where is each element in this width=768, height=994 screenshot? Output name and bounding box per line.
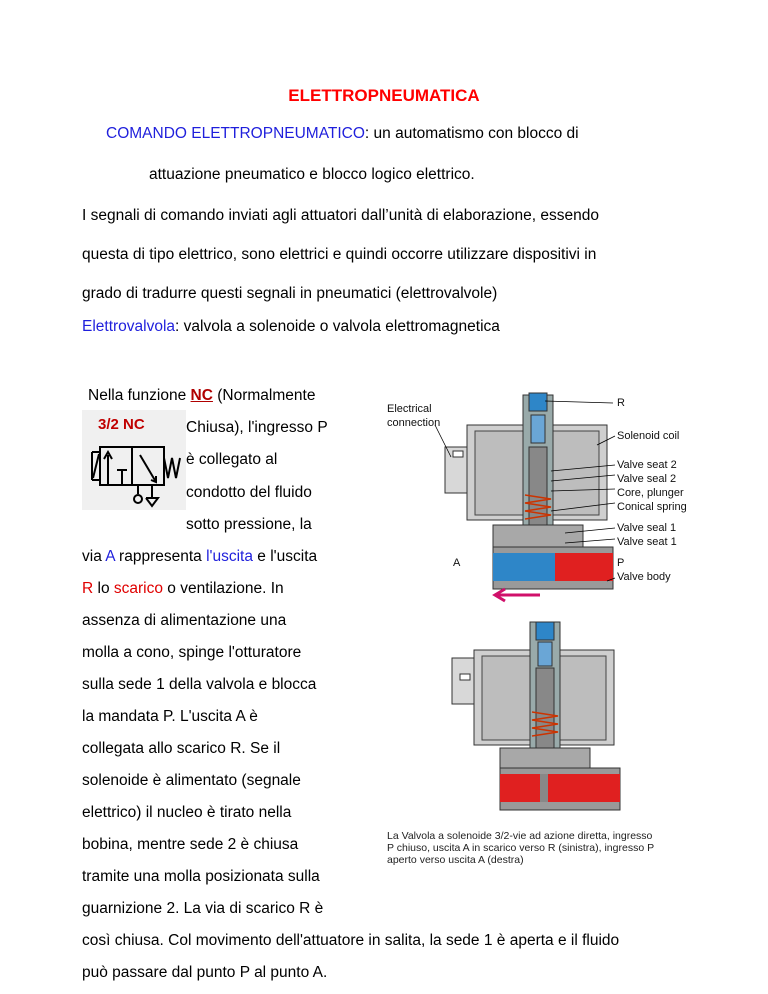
plunger (529, 447, 547, 527)
nc-line-l: collegata allo scarico R. Se il (82, 740, 281, 757)
nc-line-o: bobina, mentre sede 2 è chiusa (82, 836, 299, 853)
label-connection: connection (387, 417, 441, 429)
nc-line-n: elettrico) il nucleo è tirato nella (82, 804, 292, 821)
nc-line-b: Chiusa), l'ingresso P (186, 419, 328, 436)
caption-line-1: La Valvola a solenoide 3/2-vie ad azione diretta, ingresso (387, 830, 653, 842)
nc-term: NC (190, 387, 213, 404)
valve-symbol-label: 3/2 NC (98, 416, 145, 433)
pressure-flow (500, 774, 620, 802)
nc-line-a (88, 387, 315, 405)
valve-seat (540, 774, 548, 802)
para1-line-2: questa di tipo elettrico, sono elettrici e quindi occorre utilizzare dispositivi in (82, 246, 597, 263)
nc-line-m: solenoide è alimentato (segnale (82, 772, 301, 789)
label-a: A (453, 557, 461, 569)
intro-line-2: attuazione pneumatico e blocco logico elettrico. (149, 166, 475, 183)
nc-line-q: guarnizione 2. La via di scarico R è (82, 900, 324, 917)
output-term: l'uscita (206, 548, 253, 565)
caption-line-3: aperto verso uscita A (destra) (387, 854, 524, 866)
para1-line-1: I segnali di comando inviati agli attuatori dall’unità di elaborazione, essendo (82, 207, 599, 224)
caption-line-2: P chiuso, uscita A in scarico verso R (sinistra), ingresso P (387, 842, 655, 854)
page-title: ELETTROPNEUMATICA (288, 86, 480, 105)
nc-line-h: assenza di alimentazione una (82, 612, 287, 629)
definition-rest: : valvola a solenoide o valvola elettromagnetica (175, 318, 500, 335)
para1-line-3: grado di tradurre questi segnali in pneumatici (elettrovalvole) (82, 285, 498, 302)
nc-text: via (82, 548, 106, 565)
exhaust-term: scarico (113, 580, 163, 597)
nc-text: (Normalmente (212, 387, 316, 404)
nc-line-g (82, 580, 284, 598)
nc-line-d: condotto del fluido (186, 484, 312, 501)
connector-pin (453, 451, 463, 457)
connector-pin (460, 674, 470, 680)
port-r (536, 622, 554, 640)
port-a-label: A (105, 548, 115, 565)
port-r-label: R (82, 580, 94, 597)
nc-text: Nella funzione (88, 387, 191, 404)
nc-text: e l'uscita (253, 548, 318, 565)
nc-line-k: la mandata P. L'uscita A è (82, 708, 258, 725)
port-a-flow (493, 553, 533, 581)
label-electrical: Electrical (387, 403, 432, 415)
label-valve-seat-2: Valve seat 2 (617, 459, 677, 471)
valve-neck (500, 748, 590, 768)
fixed-core (531, 415, 545, 443)
label-valve-seal-2: Valve seal 2 (617, 473, 677, 485)
intro-line-1 (106, 125, 579, 143)
port-r (529, 393, 547, 411)
electrical-connector (452, 658, 474, 704)
port-p-flow (555, 553, 613, 581)
label-r: R (617, 397, 625, 409)
definition-term: Elettrovalvola (82, 318, 176, 335)
nc-line-e: sotto pressione, la (186, 516, 312, 533)
nc-text: o ventilazione. In (163, 580, 284, 597)
nc-line-p: tramite una molla posizionata sulla (82, 868, 320, 885)
nc-line-r: così chiusa. Col movimento dell'attuatore in salita, la sede 1 è aperta e il fluido (82, 932, 620, 949)
nc-text: lo (93, 580, 114, 597)
label-solenoid-coil: Solenoid coil (617, 430, 680, 442)
nc-line-c: è collegato al (186, 451, 278, 468)
nc-line-s: può passare dal punto P al punto A. (82, 964, 328, 981)
label-core-plunger: Core, plunger (617, 487, 684, 499)
valve-symbol-graphic (82, 410, 186, 510)
label-p: P (617, 557, 625, 569)
valve-symbol (82, 410, 186, 510)
label-valve-seal-1: Valve seal 1 (617, 522, 677, 534)
label-conical-spring: Conical spring (617, 501, 687, 513)
nc-text: rappresenta (114, 548, 207, 565)
label-valve-seat-1: Valve seat 1 (617, 536, 677, 548)
solenoid-valve-diagram-bottom (440, 620, 630, 820)
valve-neck (493, 525, 583, 547)
outlet-channel (533, 553, 555, 581)
nc-line-j: sulla sede 1 della valvola e blocca (82, 676, 317, 693)
intro-term: COMANDO ELETTROPNEUMATICO (106, 125, 365, 142)
intro-rest-1: : un automatismo con blocco di (364, 125, 579, 142)
plunger (536, 668, 554, 748)
nc-line-f (82, 548, 317, 566)
nc-line-i: molla a cono, spinge l'otturatore (82, 644, 302, 661)
label-valve-body: Valve body (617, 571, 671, 583)
fixed-core (538, 642, 552, 666)
definition-line (82, 318, 500, 336)
